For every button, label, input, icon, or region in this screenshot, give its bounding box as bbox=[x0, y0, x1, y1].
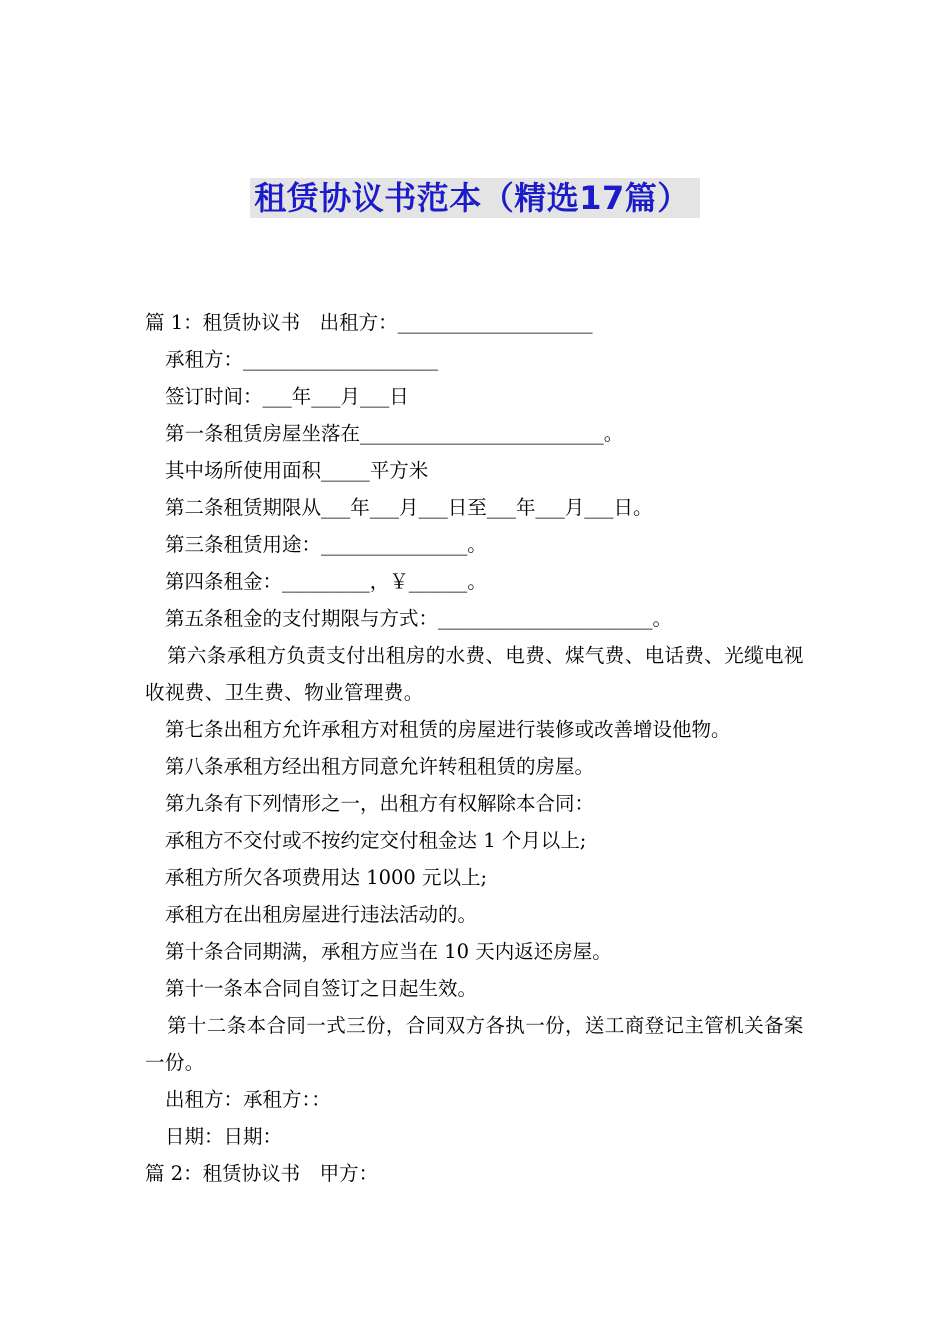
clause-4: 第四条租金：_________，￥______。 bbox=[165, 570, 487, 593]
clause-9-item-2: 承租方所欠各项费用达 1000 元以上; bbox=[165, 866, 488, 889]
clause-10: 第十条合同期满，承租方应当在 10 天内返还房屋。 bbox=[165, 940, 612, 963]
signature-dates: 日期：日期： bbox=[165, 1125, 283, 1148]
clause-9-item-1: 承租方不交付或不按约定交付租金达 1 个月以上; bbox=[165, 829, 587, 852]
section-heading-2: 篇 2：租赁协议书 甲方： bbox=[145, 1162, 379, 1185]
lessee-line: 承租方：____________________ bbox=[165, 348, 439, 371]
clause-2: 第二条租赁期限从___年___月___日至___年___月___日。 bbox=[165, 496, 653, 519]
clause-1: 第一条租赁房屋坐落在_________________________。 bbox=[165, 422, 624, 445]
clause-3: 第三条租赁用途：_______________。 bbox=[165, 533, 487, 556]
clause-9: 第九条有下列情形之一，出租方有权解除本合同： bbox=[165, 792, 595, 815]
clause-8: 第八条承租方经出租方同意允许转租租赁的房屋。 bbox=[165, 755, 595, 778]
area-line: 其中场所使用面积_____平方米 bbox=[165, 459, 429, 482]
document-title: 租赁协议书范本（精选17篇） bbox=[250, 178, 700, 218]
signature-parties: 出租方：承租方：： bbox=[165, 1088, 331, 1111]
clause-7: 第七条出租方允许承租方对租赁的房屋进行装修或改善增设他物。 bbox=[165, 718, 731, 741]
clause-5: 第五条租金的支付期限与方式：______________________。 bbox=[165, 607, 673, 630]
section-heading-1: 篇 1：租赁协议书 出租方：____________________ bbox=[145, 311, 593, 334]
title-container bbox=[0, 178, 950, 218]
clause-9-item-3: 承租方在出租房屋进行违法活动的。 bbox=[165, 903, 478, 926]
clause-11: 第十一条本合同自签订之日起生效。 bbox=[165, 977, 478, 1000]
document-body bbox=[145, 304, 815, 1192]
clause-12: 第十二条本合同一式三份，合同双方各执一份，送工商登记主管机关备案一份。 bbox=[145, 1014, 804, 1074]
sign-date-line: 签订时间：___年___月___日 bbox=[165, 385, 409, 408]
clause-6: 第六条承租方负责支付出租房的水费、电费、煤气费、电话费、光缆电视收视费、卫生费、物业管理费。 bbox=[145, 644, 804, 704]
